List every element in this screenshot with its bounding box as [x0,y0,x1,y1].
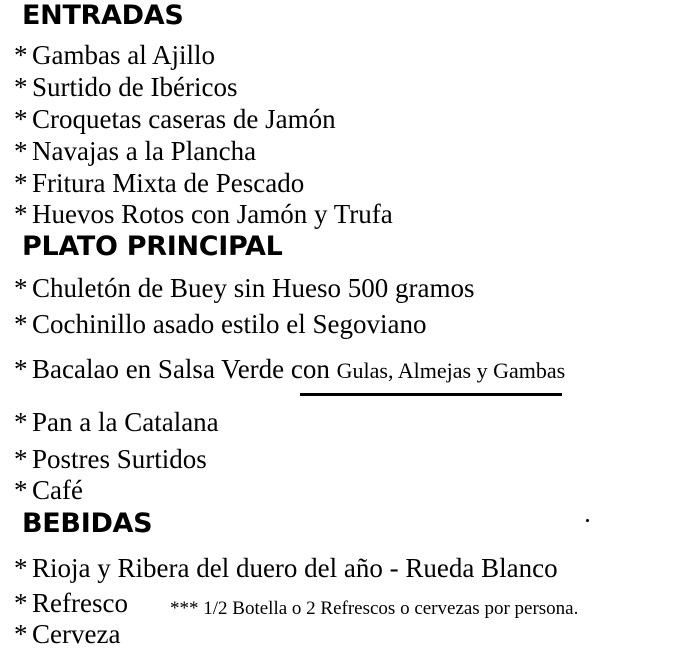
item-label: Huevos Rotos con Jamón y Trufa [32,199,393,229]
item-bullet: * [14,72,28,102]
item-label: Navajas a la Plancha [32,136,257,166]
menu-item [14,170,304,197]
item-bullet: * [14,136,28,166]
menu-item [14,621,120,648]
menu-item [14,201,393,228]
item-bullet: * [14,619,28,649]
item-label: Bacalao en Salsa Verde con [32,354,337,384]
menu-item [14,106,336,133]
menu-item [14,446,207,473]
item-bullet: * [14,354,28,384]
item-bullet: * [14,168,28,198]
item-bullet: * [14,309,28,339]
item-bullet: * [14,588,28,618]
item-bullet: * [14,444,28,474]
menu-item [14,477,83,504]
menu-item [14,275,474,302]
section-heading-entradas: ENTRADAS [22,0,184,31]
stray-dot-mark [586,519,589,522]
item-label: Croquetas caseras de Jamón [32,104,336,134]
item-label: Gambas al Ajillo [32,40,215,70]
menu-item [14,42,215,69]
menu-item [14,555,558,582]
item-bullet: * [14,104,28,134]
item-label-secondary: Gulas, Almejas y Gambas [336,358,566,383]
item-bullet: * [14,475,28,505]
item-label: Postres Surtidos [32,444,207,474]
item-label: Cerveza [32,619,121,649]
item-label: Chuletón de Buey sin Hueso 500 gramos [32,273,475,303]
item-bullet: * [14,199,28,229]
divider-rule [300,393,562,396]
menu-item [14,409,219,436]
menu-item [14,356,565,383]
item-label: Pan a la Catalana [32,407,219,437]
item-label: Refresco [32,588,128,618]
section-heading-bebidas: BEBIDAS [22,508,153,539]
item-bullet: * [14,407,28,437]
menu-item [14,311,426,338]
item-label: Rioja y Ribera del duero del año - Rueda Blanco [32,553,558,583]
menu-item [14,590,128,617]
item-label: Surtido de Ibéricos [32,72,238,102]
item-label: Cochinillo asado estilo el Segoviano [32,309,427,339]
item-bullet: * [14,273,28,303]
beverage-note: *** 1/2 Botella o 2 Refrescos o cervezas por persona. [170,598,579,619]
item-label: Café [32,475,83,505]
section-heading-plato-principal: PLATO PRINCIPAL [22,231,283,262]
menu-item [14,138,256,165]
item-label: Fritura Mixta de Pescado [32,168,305,198]
item-bullet: * [14,40,28,70]
item-bullet: * [14,553,28,583]
menu-item [14,74,237,101]
